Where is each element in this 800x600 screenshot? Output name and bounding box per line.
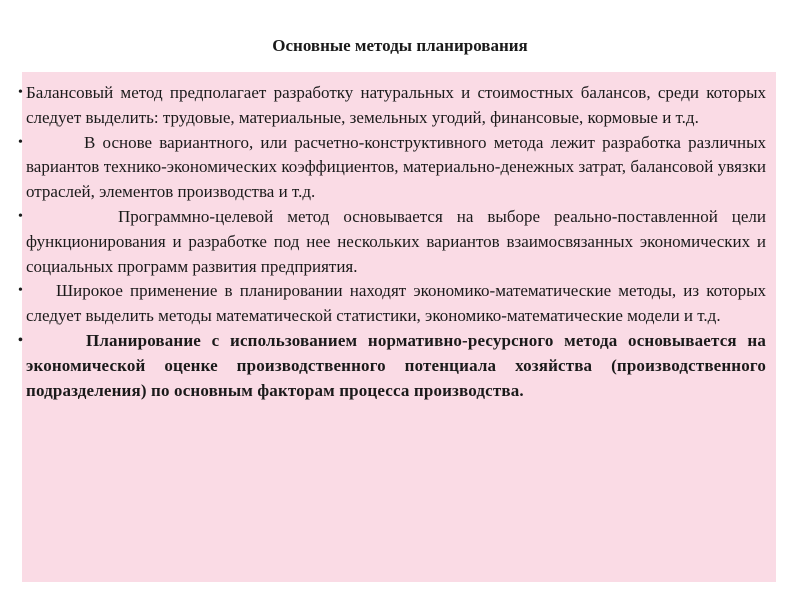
bullet-item-math-methods — [18, 279, 776, 329]
bullet-marker: • — [18, 134, 23, 150]
slide-title: Основные методы планирования — [272, 36, 528, 55]
bullet-list — [18, 81, 776, 403]
bullet-text: Балансовый метод предполагает разработку натуральных и стоимостных балансов, среди которых следует выделить: трудовые, материальные, земельных угодий, финансовые, кормовые и т.д. — [26, 83, 766, 127]
bullet-marker: • — [18, 283, 23, 299]
bullet-item-variant-method — [18, 131, 776, 205]
bullet-text: Широкое применение в планировании находят экономико-математические методы, из которых следует выделить методы математической статистики, экономико-математические модели и т.д. — [26, 281, 766, 326]
bullet-text: Планирование с использованием нормативно-ресурсного метода основывается на экономической оценке производственного потенциала хозяйства (производственного подразделения) по основным факторам процесса производства. — [26, 330, 766, 400]
bullet-text: Программно-целевой метод основывается на выборе реально-поставленной цели функционирования и разработке под нее нескольких вариантов взаимосвязанных экономических и социальных программ развития предприятия. — [26, 206, 766, 276]
bullet-item-program-target-method — [18, 205, 776, 279]
bullet-item-balance-method — [18, 81, 776, 131]
content-panel — [18, 72, 776, 582]
bullet-marker: • — [18, 208, 23, 224]
bullet-marker: • — [18, 332, 24, 348]
bullet-text: В основе вариантного, или расчетно-конструктивного метода лежит разработка различных вариантов технико-экономических коэффициентов, материально-денежных затрат, балансовой увязки отраслей, элементов производства и т.д. — [26, 132, 766, 202]
bullet-marker: • — [18, 85, 23, 100]
bullet-item-normative-resource-method — [18, 329, 776, 403]
